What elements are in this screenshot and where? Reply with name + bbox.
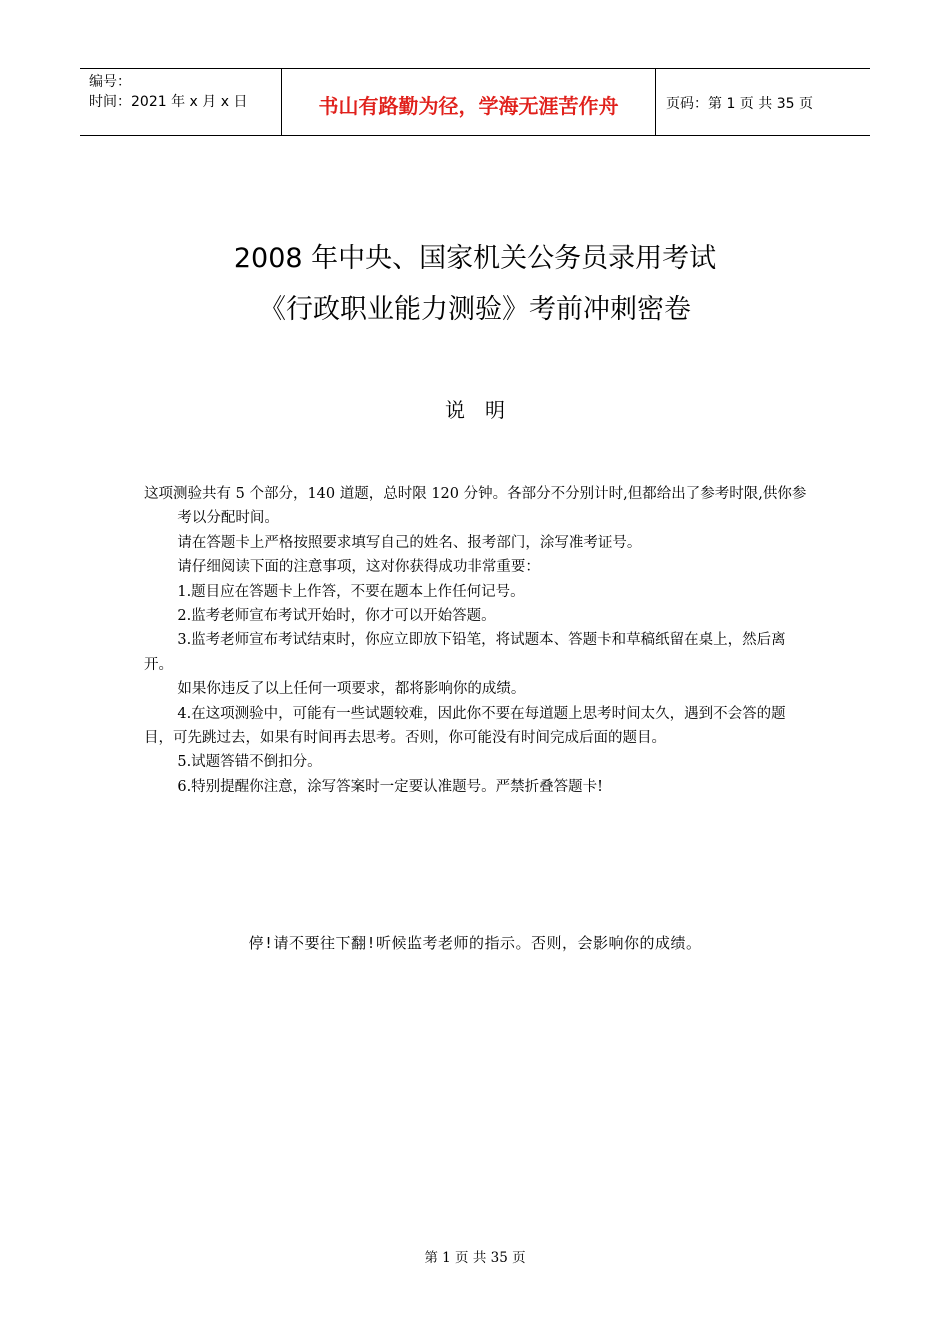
section-heading: 说 明 (445, 398, 505, 422)
instruction-paragraph: 2.监考老师宣布考试开始时，你才可以开始答题。 (177, 608, 496, 625)
instruction-paragraph: 3.监考老师宣布考试结束时，你应立即放下铅笔，将试题本、答题卡和草稿纸留在桌上，然后离开。 (144, 632, 786, 673)
document-title-line-1: 2008 年中央、国家机关公务员录用考试 (233, 243, 717, 274)
instructions-body (144, 482, 808, 799)
instruction-paragraph: 6.特别提醒你注意，涂写答案时一定要认准题号。严禁折叠答题卡! (177, 778, 604, 795)
document-title-line-2: 《行政职业能力测验》考前冲刺密卷 (259, 294, 691, 325)
document-header (80, 68, 870, 136)
time-label: 时间：2021 年 x 月 x 日 (89, 94, 248, 110)
instruction-paragraph: 5.试题答错不倒扣分。 (177, 754, 322, 771)
page-footer: 第 1 页 共 35 页 (424, 1250, 526, 1266)
instruction-paragraph: 这项测验共有 5 个部分，140 道题，总时限 120 分钟。各部分不分别计时,但都给出了参考时限,供你参考以分配时间。 (144, 486, 807, 527)
instruction-paragraph: 4.在这项测验中，可能有一些试题较难，因此你不要在每道题上思考时间太久，遇到不会答的题目，可先跳过去，如果有时间再去思考。否则，你可能没有时间完成后面的题目。 (144, 705, 786, 747)
header-page-info: 页码：第 1 页 共 35 页 (666, 96, 813, 112)
stop-note: 停!请不要往下翻!听候监考老师的指示。否则，会影响你的成绩。 (248, 934, 702, 952)
instruction-paragraph: 请仔细阅读下面的注意事项，这对你获得成功非常重要： (177, 559, 540, 576)
header-meta (80, 69, 282, 135)
instruction-paragraph: 如果你违反了以上任何一项要求，都将影响你的成绩。 (177, 681, 526, 698)
header-motto: 书山有路勤为径，学海无涯苦作舟 (282, 69, 656, 135)
instruction-paragraph: 1.题目应在答题卡上作答，不要在题本上作任何记号。 (177, 583, 525, 600)
serial-label: 编号： (89, 74, 131, 90)
instruction-paragraph: 请在答题卡上严格按照要求填写自己的姓名、报考部门，涂写准考证号。 (177, 534, 642, 551)
